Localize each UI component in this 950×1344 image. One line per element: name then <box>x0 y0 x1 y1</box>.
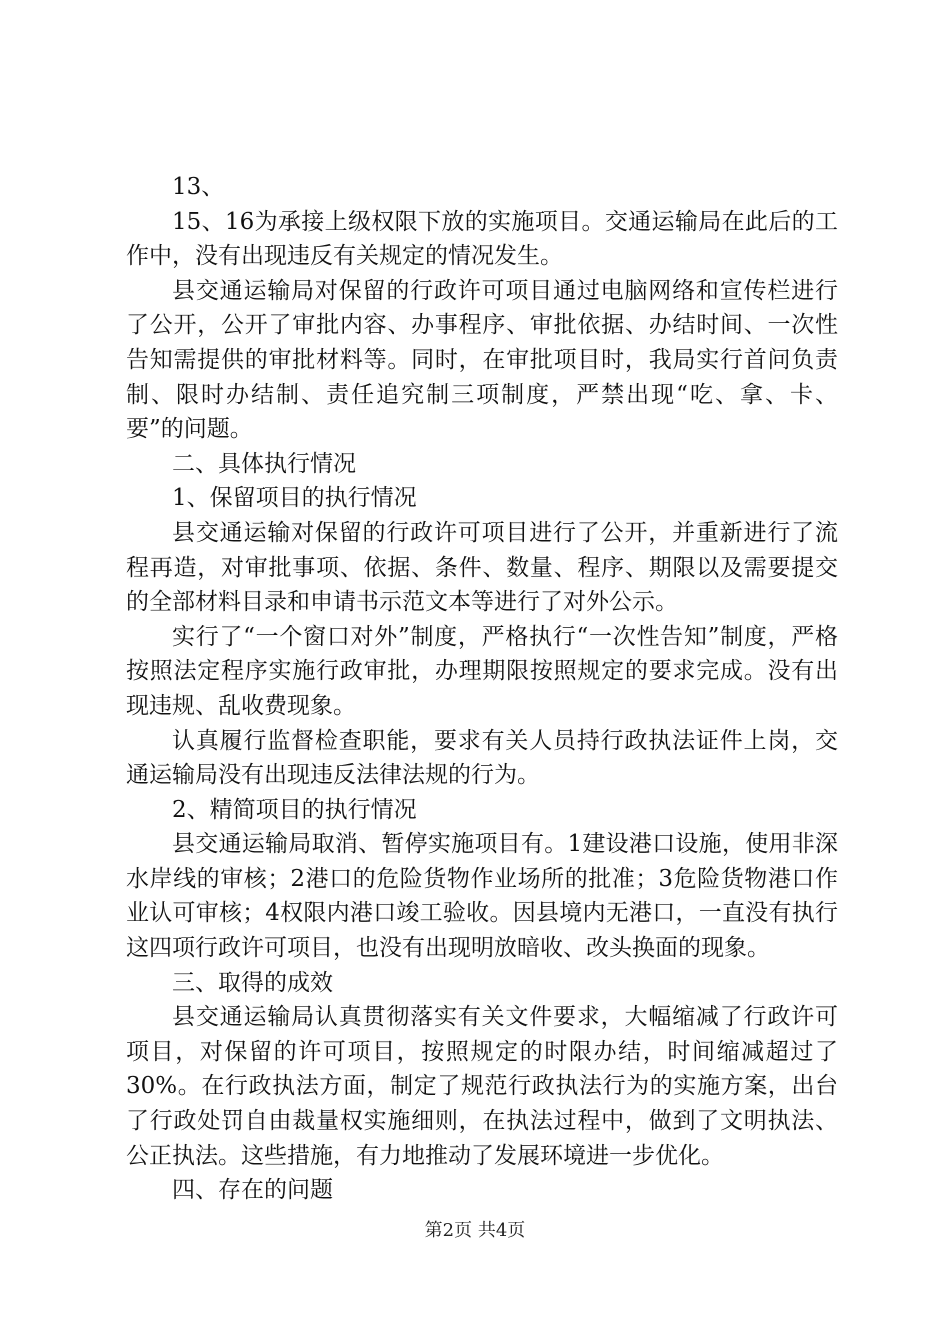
subheading-streamlined-items: 2、精简项目的执行情况 <box>172 796 417 823</box>
subheading-retained-items: 1、保留项目的执行情况 <box>172 485 417 512</box>
section-heading-implementation: 二、具体执行情况 <box>172 450 356 477</box>
paragraph-results: 县交通运输局认真贯彻落实有关文件要求，大幅缩减了行政许可项目，对保留的许可项目，按照规定的时限办结，时间缩减超过了30%。在行政执法方面，制定了规范行政执法行为的实施方案，出台了行政处罚自由裁量权实施细则，在执法过程中，做到了文明执法、公正执法。这些措施，有力地推动了发展环境进一步优化。 <box>126 1004 838 1169</box>
paragraph-cancelled-items: 县交通运输局取消、暂停实施项目有。1建设港口设施，使用非深水岸线的审核；2港口的危险货物作业场所的批准；3危险货物港口作业认可审核；4权限内港口竣工验收。因县境内无港口，一直没有执行这四项行政许可项目，也没有出现明放暗收、改头换面的现象。 <box>126 831 838 962</box>
paragraph-supervision: 认真履行监督检查职能，要求有关人员持行政执法证件上岗，交通运输局没有出现违反法律法规的行为。 <box>126 727 838 789</box>
document-body <box>126 170 838 1208</box>
page-number-footer: 第2页 共4页 <box>424 1220 526 1241</box>
paragraph-delegated-items: 15、16为承接上级权限下放的实施项目。交通运输局在此后的工作中，没有出现违反有关规定的情况发生。 <box>126 208 838 270</box>
paragraph-item-number: 13、 <box>172 174 225 200</box>
paragraph-single-window: 实行了“一个窗口对外”制度，严格执行“一次性告知”制度，严格按照法定程序实施行政审批，办理期限按照规定的要求完成。没有出现违规、乱收费现象。 <box>126 623 838 719</box>
paragraph-process-reengineering: 县交通运输对保留的行政许可项目进行了公开，并重新进行了流程再造，对审批事项、依据、条件、数量、程序、期限以及需要提交的全部材料目录和申请书示范文本等进行了对外公示。 <box>126 519 838 616</box>
paragraph-public-disclosure: 县交通运输局对保留的行政许可项目通过电脑网络和宣传栏进行了公开，公开了审批内容、办事程序、审批依据、办结时间、一次性告知需提供的审批材料等。同时，在审批项目时，我局实行首问负责制、限时办结制、责任追究制三项制度，严禁出现“吃、拿、卡、要”的问题。 <box>126 277 838 443</box>
section-heading-problems: 四、存在的问题 <box>172 1177 333 1204</box>
section-heading-results: 三、取得的成效 <box>172 969 333 996</box>
